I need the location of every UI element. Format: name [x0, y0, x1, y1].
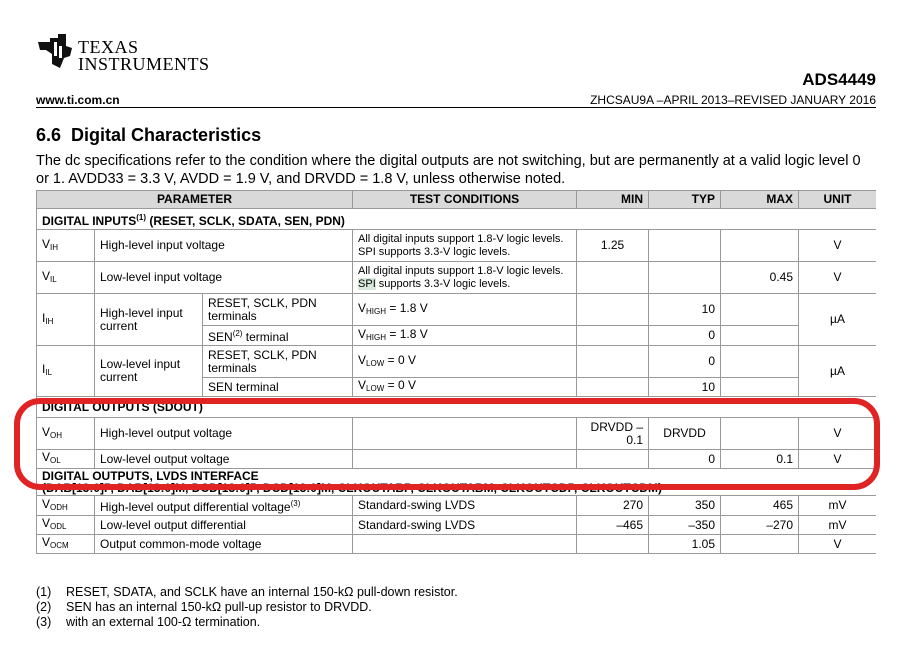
- param-vil: Low-level input voltage: [95, 262, 353, 294]
- typ-iil-2: 10: [649, 378, 721, 397]
- document-id: ADS4449: [802, 70, 876, 89]
- logo-text-texas: TEXAS: [78, 37, 139, 57]
- header-rule: [36, 107, 876, 108]
- table-row: [37, 262, 877, 294]
- unit-voh: V: [799, 418, 876, 450]
- footnote-3: (3) with an external 100-Ω termination.: [36, 615, 261, 629]
- ti-logo: [36, 34, 210, 74]
- param-vol: Low-level output voltage: [95, 450, 353, 469]
- unit-vih: V: [799, 230, 876, 262]
- symbol-vih: $V_{IH}$: [37, 230, 95, 262]
- section-number: 6.6: [36, 125, 62, 145]
- symbol-vodl: $V_{ODL}$: [37, 516, 95, 535]
- min-vodl: –465: [577, 516, 649, 535]
- terminal-iil-1: RESET, SCLK, PDN terminals: [203, 346, 353, 378]
- digital-characteristics-table: [36, 190, 876, 575]
- revision-info: ZHCSAU9A –APRIL 2013–REVISED JANUARY 2016: [590, 93, 876, 107]
- header-unit: UNIT: [799, 191, 876, 209]
- section-title: [36, 125, 261, 146]
- cond-vodl: Standard-swing LVDS: [353, 516, 577, 535]
- symbol-vil: $V_{IL}$: [37, 262, 95, 294]
- symbol-vodh: $V_{ODH}$: [37, 496, 95, 516]
- symbol-iil: $I_{IL}$: [37, 346, 95, 397]
- ti-logo-icon: [36, 34, 74, 70]
- param-vodh: High-level output differential voltage$^{(3)}$: [95, 496, 353, 516]
- typ-iih-2: 0: [649, 326, 721, 346]
- section-title-text: Digital Characteristics: [71, 125, 262, 145]
- table-row: [37, 535, 877, 554]
- unit-iih: µA: [799, 294, 876, 346]
- digital-outputs-title: DIGITAL OUTPUTS (SDOUT): [37, 397, 877, 418]
- param-iih: High-level input current: [95, 294, 203, 346]
- cond-vil: All digital inputs support 1.8-V logic levels. SPI supports 3.3-V logic levels.: [353, 262, 577, 294]
- website-link[interactable]: www.ti.com.cn: [36, 93, 120, 107]
- terminal-iil-2: SEN terminal: [203, 378, 353, 397]
- terminal-iih-1: RESET, SCLK, PDN terminals: [203, 294, 353, 326]
- typ-vodl: –350: [649, 516, 721, 535]
- max-vodl: –270: [721, 516, 799, 535]
- section-row-digital-inputs: [37, 209, 877, 230]
- highlight-annotation: [14, 398, 880, 490]
- unit-vil: V: [799, 262, 876, 294]
- unit-vol: V: [799, 450, 876, 469]
- table-row: [37, 516, 877, 535]
- unit-iil: µA: [799, 346, 876, 397]
- typ-vocm: 1.05: [649, 535, 721, 554]
- cond-iih-1: $V_{HIGH} = 1.8$ V: [353, 294, 577, 326]
- logo-text-instruments: INSTRUMENTS: [78, 54, 210, 74]
- unit-vodl: mV: [799, 516, 876, 535]
- table-row: [37, 230, 877, 262]
- table-row: [37, 496, 877, 516]
- footnote-1: (1) RESET, SDATA, and SCLK have an internal 150-kΩ pull-down resistor.: [36, 585, 458, 599]
- symbol-vol: $V_{OL}$: [37, 450, 95, 469]
- table-row: [37, 346, 877, 378]
- max-vil: 0.45: [721, 262, 799, 294]
- header-test-conditions: TEST CONDITIONS: [353, 191, 577, 209]
- footnote-2: (2) SEN has an internal 150-kΩ pull-up resistor to DRVDD.: [36, 600, 372, 614]
- unit-vocm: V: [799, 535, 876, 554]
- unit-vodh: mV: [799, 496, 876, 516]
- lvds-title: DIGITAL OUTPUTS, LVDS INTERFACE (DAB[13:0]P, DAB[13:0]M, DCD[13:0]P, DCD[13:0]M, CLKOUTABP, CLKOUTABM, CLKOUTCDP, CLKOUTCDM): [37, 469, 877, 496]
- cond-vodh: Standard-swing LVDS: [353, 496, 577, 516]
- terminal-iih-2: SEN$^{(2)}$ terminal: [203, 326, 353, 346]
- min-voh: DRVDD – 0.1: [577, 418, 649, 450]
- footnotes: [36, 585, 458, 630]
- typ-iih-1: 10: [649, 294, 721, 326]
- cond-iih-2: $V_{HIGH} = 1.8$ V: [353, 326, 577, 346]
- min-vih: 1.25: [577, 230, 649, 262]
- param-iil: Low-level input current: [95, 346, 203, 397]
- cond-vih: All digital inputs support 1.8-V logic levels. SPI supports 3.3-V logic levels.: [353, 230, 577, 262]
- symbol-voh: $V_{OH}$: [37, 418, 95, 450]
- digital-inputs-title: DIGITAL INPUTS$^{(1)}$ (RESET, SCLK, SDATA, SEN, PDN): [37, 209, 877, 230]
- max-vol: 0.1: [721, 450, 799, 469]
- symbol-iih: $I_{IH}$: [37, 294, 95, 346]
- param-vodl: Low-level output differential: [95, 516, 353, 535]
- param-vocm: Output common-mode voltage: [95, 535, 353, 554]
- param-vih: High-level input voltage: [95, 230, 353, 262]
- param-voh: High-level output voltage: [95, 418, 353, 450]
- header-max: MAX: [721, 191, 799, 209]
- min-vodh: 270: [577, 496, 649, 516]
- typ-vol: 0: [649, 450, 721, 469]
- header-typ: TYP: [649, 191, 721, 209]
- table-header-row: [37, 191, 877, 209]
- typ-iil-1: 0: [649, 346, 721, 378]
- header-min: MIN: [577, 191, 649, 209]
- typ-vodh: 350: [649, 496, 721, 516]
- table-row: [37, 294, 877, 326]
- cond-iil-2: $V_{LOW} = 0$ V: [353, 378, 577, 397]
- header-parameter: PARAMETER: [37, 191, 353, 209]
- max-vodh: 465: [721, 496, 799, 516]
- typ-voh: DRVDD: [649, 418, 721, 450]
- section-intro: The dc specifications refer to the condition where the digital outputs are not switching, but are permanently at a valid logic level 0 or 1. AVDD33 = 3.3 V, AVDD = 1.9 V, and DRVDD = 1.8 V, unless otherwise noted.: [36, 153, 861, 187]
- cond-iil-1: $V_{LOW} = 0$ V: [353, 346, 577, 378]
- symbol-vocm: $V_{OCM}$: [37, 535, 95, 554]
